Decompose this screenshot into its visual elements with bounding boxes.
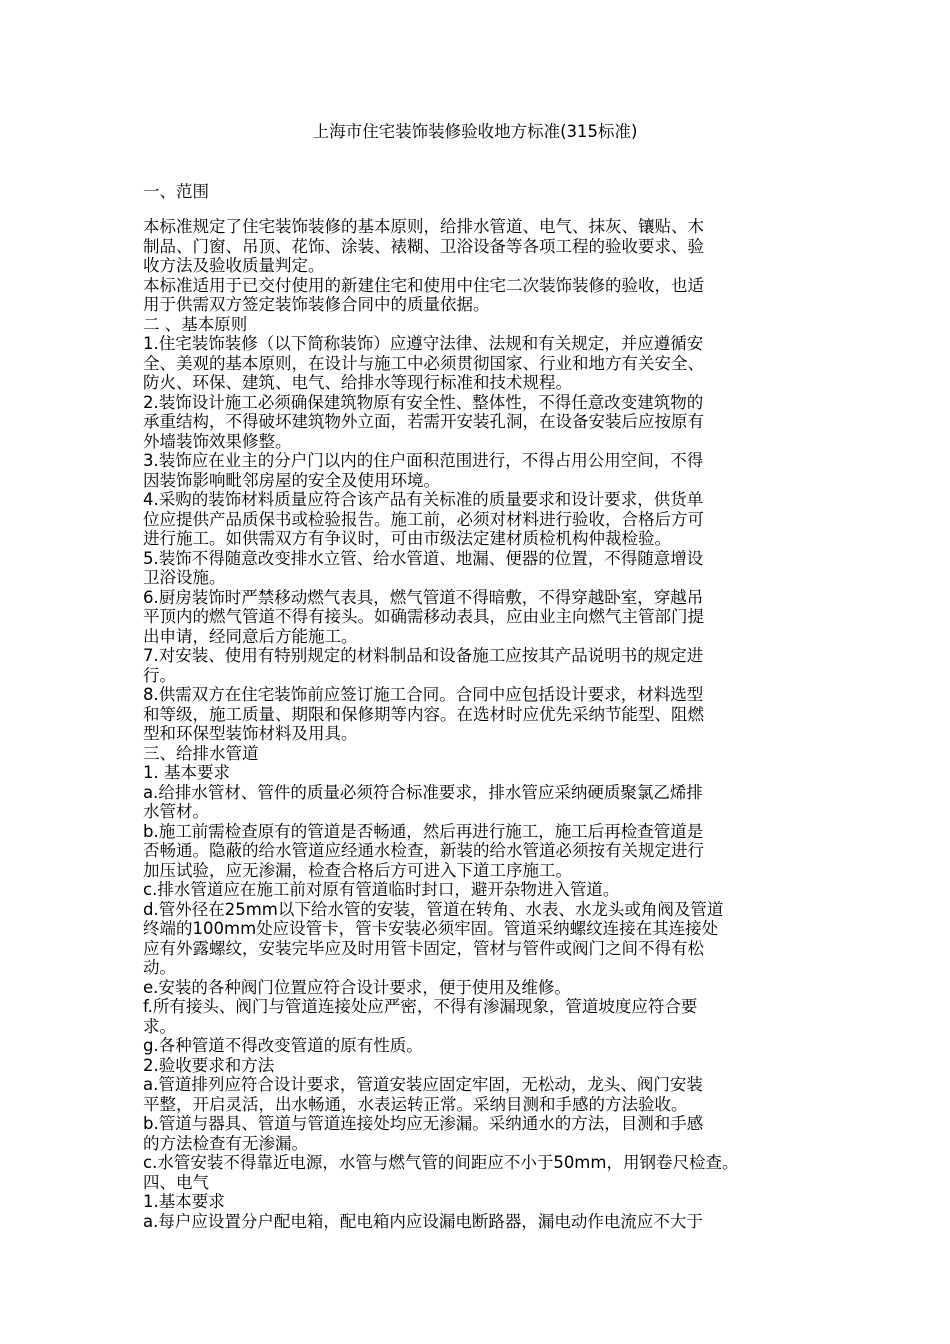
text-line: 5.装饰不得随意改变排水立管、给水管道、地漏、便器的位置，不得随意增设 [143,548,704,568]
text-line: f.所有接头、阀门与管道连接处应严密，不得有渗漏现象，管道坡度应符合要 [143,997,698,1016]
text-line: 平顶内的燃气管道不得有接头。如确需移动表具，应由业主向燃气主管部门提 [143,607,704,626]
text-line: e.安装的各种阀门位置应符合设计要求，便于使用及维修。 [143,977,571,997]
text-line: 防火、环保、建筑、电气、给排水等现行标准和技术规程。 [143,373,572,392]
text-line: 二 、基本原则 [143,314,248,334]
text-line: 终端的100mm处应设管卡，管卡安装必须牢固。管道采纳螺纹连接在其连接处 [143,919,719,938]
text-line: 行。 [143,665,176,685]
text-line: 1. 基本要求 [143,763,230,782]
text-line: 水管材。 [143,802,209,821]
text-line: 承重结构，不得破坏建筑物外立面，若需开安装孔洞，在设备安装后应按原有 [143,412,704,431]
text-line: 本标准适用于已交付使用的新建住宅和使用中住宅二次装饰装修的验收，也适 [143,275,704,295]
text-line: a.管道排列应符合设计要求，管道安装应固定牢固，无松动，龙头、阀门安装 [143,1075,703,1094]
text-line: 动。 [143,958,176,977]
section-heading-scope: 一、范围 [143,182,209,201]
document-title: 上海市住宅装饰装修验收地方标准(315标准) [312,122,638,141]
text-line: 制品、门窗、吊顶、花饰、涂装、裱糊、卫浴设备等各项工程的验收要求、验 [143,236,704,256]
text-line: b.施工前需检查原有的管道是否畅通，然后再进行施工，施工后再检查管道是 [143,821,704,841]
text-line: 用于供需双方签定装饰装修合同中的质量依据。 [143,295,490,314]
text-line: 应有外露螺纹，安装完毕应及时用管卡固定，管材与管件或阀门之间不得有松 [143,938,704,958]
text-line: 加压试验，应无渗漏，检查合格后方可进入下道工序施工。 [143,860,572,880]
text-line: c.水管安装不得靠近电源，水管与燃气管的间距应不小于50mm，用钢卷尺检查。 [143,1153,739,1172]
text-line: 求。 [143,1016,176,1036]
text-line: g.各种管道不得改变管道的原有性质。 [143,1036,423,1055]
text-line: 的方法检查有无渗漏。 [143,1133,308,1153]
text-line: a.每户应设置分户配电箱，配电箱内应设漏电断路器，漏电动作电流应不大于 [143,1211,703,1231]
text-line: 7.对安装、使用有特别规定的材料制品和设备施工应按其产品说明书的规定进 [143,646,704,665]
text-line: 全、美观的基本原则，在设计与施工中必须贯彻国家、行业和地方有关安全、 [143,353,704,373]
text-line: 收方法及验收质量判定。 [143,256,325,275]
text-line: 1.住宅装饰装修（以下简称装饰）应遵守法律、法规和有关规定，并应遵循安 [143,334,704,353]
text-line: 8.供需双方在住宅装饰前应签订施工合同。合同中应包括设计要求，材料选型 [143,685,704,704]
text-line: 本标准规定了住宅装饰装修的基本原则，给排水管道、电气、抹灰、镶贴、木 [143,217,704,236]
text-line: 出申请，经同意后方能施工。 [143,626,358,646]
text-line: d.管外径在25mm以下给水管的安装，管道在转角、水表、水龙头或角阀及管道 [143,899,724,919]
text-line: 进行施工。如供需双方有争议时，可由市级法定建材质检机构仲裁检验。 [143,529,671,548]
text-line: c.排水管道应在施工前对原有管道临时封口，避开杂物进入管道。 [143,880,620,899]
text-line: 外墙装饰效果修整。 [143,431,292,451]
text-line: 和等级，施工质量、期限和保修期等内容。在选材时应优先采纳节能型、阻燃 [143,704,704,724]
text-line: 型和环保型装饰材料及用具。 [143,724,358,743]
text-line: 2.装饰设计施工必须确保建筑物原有安全性、整体性，不得任意改变建筑物的 [143,392,704,412]
text-line: 3.装饰应在业主的分户门以内的住户面积范围进行，不得占用公用空间，不得 [143,451,704,470]
text-line: 平整，开启灵活，出水畅通，水表运转正常。采纳目测和手感的方法验收。 [143,1094,688,1114]
text-line: 否畅通。隐蔽的给水管道应经通水检查，新装的给水管道必须按有关规定进行 [143,841,704,860]
text-line: 2.验收要求和方法 [143,1055,275,1075]
text-line: 卫浴设施。 [143,568,226,587]
text-line: b.管道与器具、管道与管道连接处均应无渗漏。采纳通水的方法，目测和手感 [143,1114,704,1133]
text-line: 四、电气 [143,1172,209,1192]
text-line: 1.基本要求 [143,1192,225,1211]
text-line: 4.采购的装饰材料质量应符合该产品有关标准的质量要求和设计要求，供货单 [143,490,704,509]
text-line: 因装饰影响毗邻房屋的安全及使用环境。 [143,470,440,490]
text-line: 三、给排水管道 [143,743,259,763]
document-body [143,217,813,1231]
text-line: a.给排水管材、管件的质量必须符合标准要求，排水管应采纳硬质聚氯乙烯排 [143,782,703,802]
text-line: 位应提供产品质保书或检验报告。施工前，必须对材料进行验收，合格后方可 [143,509,704,529]
text-line: 6.厨房装饰时严禁移动燃气表具，燃气管道不得暗敷，不得穿越卧室，穿越吊 [143,587,704,607]
